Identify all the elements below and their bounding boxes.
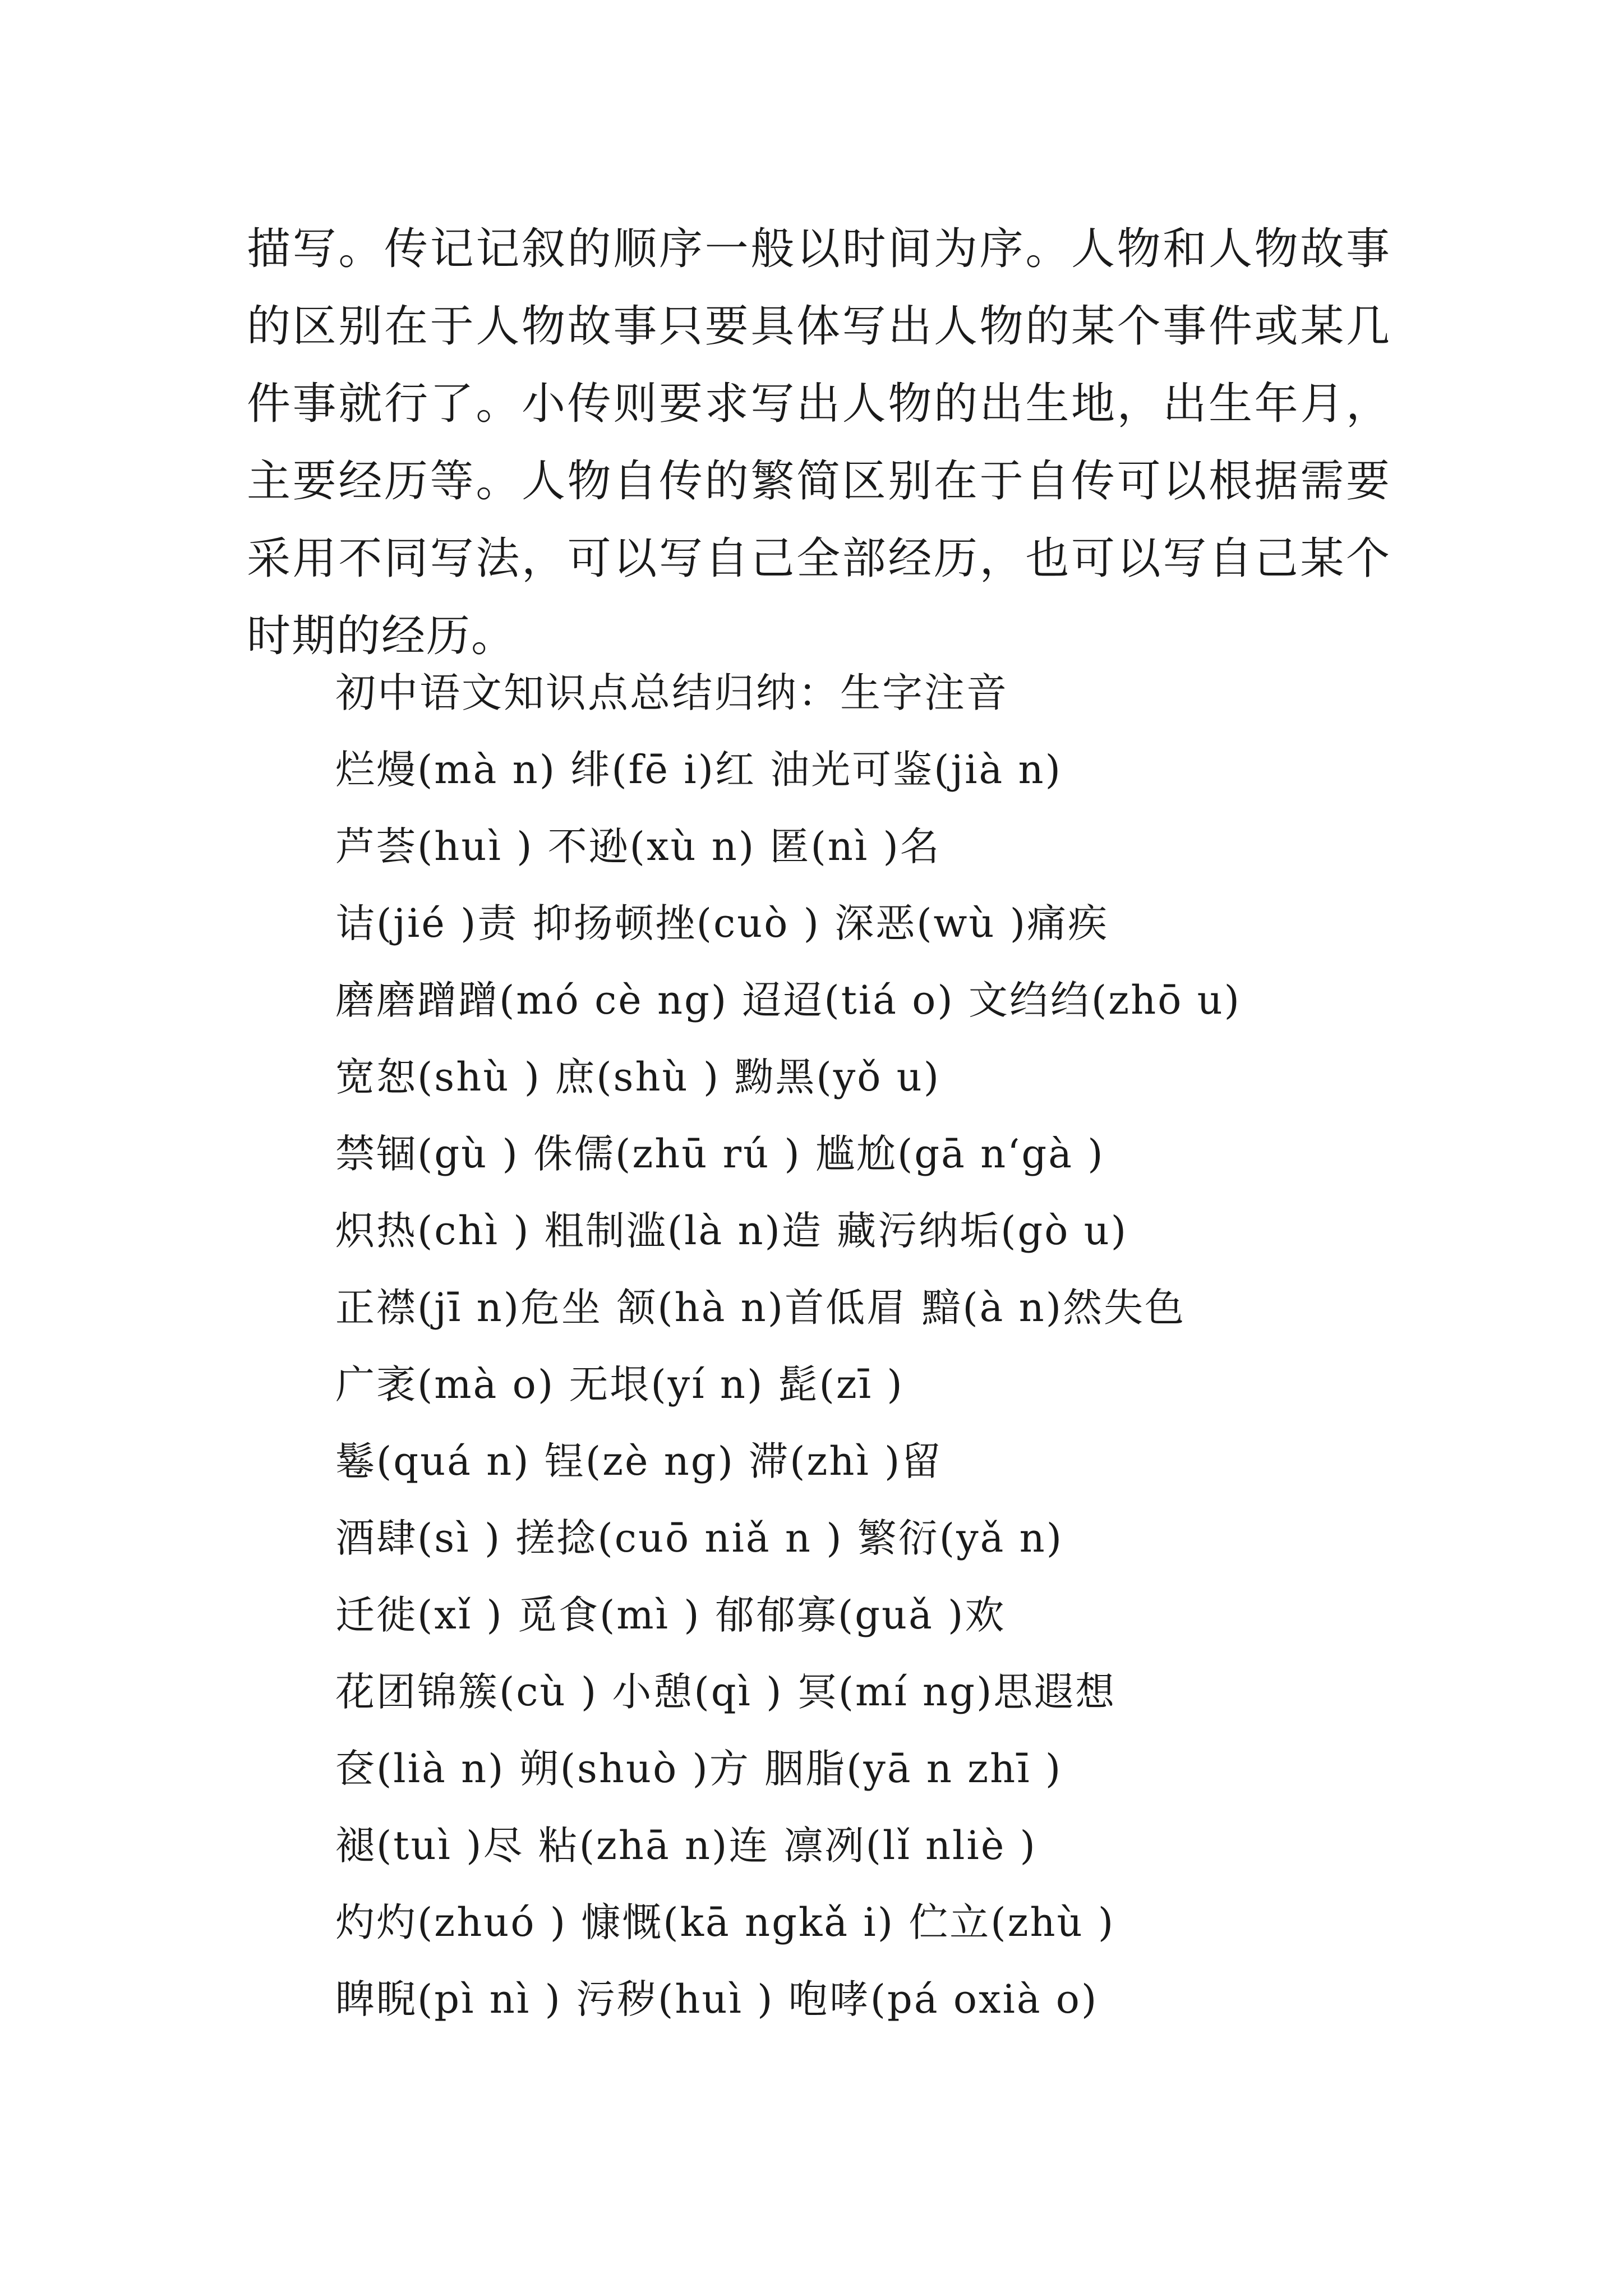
vocab-line: 广袤(mà o) 无垠(yí n) 髭(zī ) — [335, 1361, 904, 1407]
vocab-line: 烂熳(mà n) 绯(fē i)红 油光可鉴(jià n) — [335, 747, 1062, 793]
section-title: 初中语文知识点总结归纳：生字注音 — [335, 669, 1009, 716]
vocab-line: 诘(jié )责 抑扬顿挫(cuò ) 深恶(wù )痛疾 — [335, 900, 1109, 946]
vocab-line: 迁徙(xǐ ) 觅食(mì ) 郁郁寡(guǎ )欢 — [335, 1592, 1006, 1638]
vocab-list — [335, 742, 1390, 2048]
vocab-line: 睥睨(pì nì ) 污秽(huì ) 咆哮(pá oxià o) — [335, 1976, 1099, 2022]
vocab-line: 禁锢(gù ) 侏儒(zhū rú ) 尴尬(gā n‘gà ) — [335, 1131, 1105, 1177]
body-paragraph: 描写。传记记叙的顺序一般以时间为序。人物和人物故事的区别在于人物故事只要具体写出人物的某个事件或某几件事就行了。小传则要求写出人物的出生地，出生年月，主要经历等。人物自传的繁简区别在于自传可以根据需要采用不同写法，可以写自己全部经历，也可以写自己某个时期的经历。 — [247, 224, 1391, 661]
vocab-line: 芦荟(huì ) 不逊(xù n) 匿(nì )名 — [335, 823, 941, 869]
vocab-line: 宽恕(shù ) 庶(shù ) 黝黑(yǒ u) — [335, 1054, 941, 1100]
vocab-line: 鬈(quá n) 锃(zè ng) 滞(zhì )留 — [335, 1438, 943, 1484]
vocab-line: 花团锦簇(cù ) 小憩(qì ) 冥(mí ng)思遐想 — [335, 1669, 1117, 1715]
vocab-line: 灼灼(zhuó ) 慷慨(kā ngkǎ i) 伫立(zhù ) — [335, 1899, 1115, 1945]
vocab-line: 磨磨蹭蹭(mó cè ng) 迢迢(tiá o) 文绉绉(zhō u) — [335, 977, 1241, 1023]
vocab-line: 酒肆(sì ) 搓捻(cuō niǎ n ) 繁衍(yǎ n) — [335, 1515, 1064, 1561]
vocab-line: 奁(lià n) 朔(shuò )方 胭脂(yā n zhī ) — [335, 1746, 1063, 1792]
vocab-line: 正襟(jī n)危坐 颔(hà n)首低眉 黯(à n)然失色 — [335, 1285, 1186, 1331]
vocab-line: 褪(tuì )尽 粘(zhā n)连 凛冽(lǐ nliè ) — [335, 1823, 1037, 1869]
vocab-line: 炽热(chì ) 粗制滥(là n)造 藏污纳垢(gò u) — [335, 1208, 1128, 1254]
